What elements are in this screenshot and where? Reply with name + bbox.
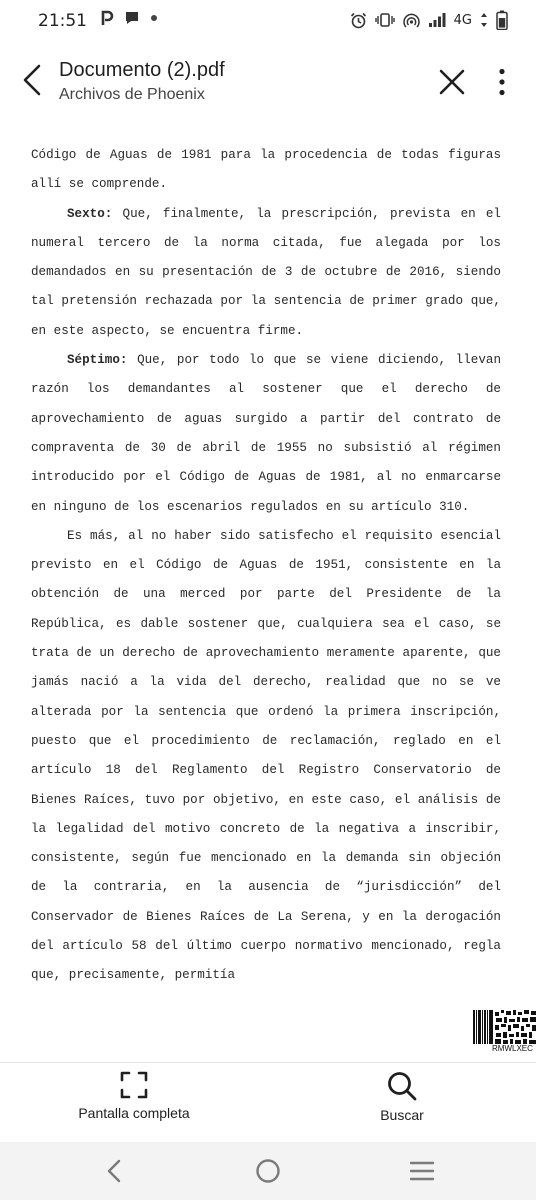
status-time: 21:51 (38, 11, 87, 31)
document-title: Documento (2).pdf (59, 59, 225, 81)
paragraph-heading: Séptimo: (67, 353, 128, 368)
arrow-back-icon (21, 64, 43, 96)
close-button[interactable] (432, 62, 472, 102)
notification-icons (100, 10, 158, 26)
vibrate-icon (375, 12, 395, 28)
nav-home-icon (255, 1158, 281, 1184)
nav-recents-icon (409, 1160, 435, 1182)
paragraph-text: Código de Aguas de 1981 para la procedencia de todas figuras allí se comprende. (31, 148, 501, 192)
pinterest-notification-icon (100, 10, 114, 26)
paragraph-heading: Sexto: (67, 206, 113, 221)
paragraph-text: Que, por todo lo que se viene diciendo, llevan razón los demandantes al sostener que el derecho de aprovechamiento de aguas surgido a partir del contrato de compraventa de 30 de abril de 1955 no subsistió al régimen introducido por el Código de Aguas de 1981, al no enmarcarse en ninguno de los escenarios regulados en su artículo 310. (31, 353, 501, 514)
document-paragraph (31, 522, 501, 991)
more-vert-icon (498, 68, 506, 96)
more-options-button[interactable] (490, 62, 514, 102)
system-nav-bar (0, 1142, 536, 1200)
hotspot-icon (403, 12, 420, 29)
data-arrows-icon (480, 12, 488, 28)
barcode-image (473, 1010, 536, 1044)
system-icons (350, 10, 508, 30)
barcode-code: RMWLXEC (492, 1044, 533, 1053)
nav-back-button[interactable] (94, 1154, 134, 1188)
fullscreen-button[interactable] (44, 1071, 224, 1137)
document-paragraph (31, 346, 501, 522)
app-bar (0, 44, 536, 118)
page-text (31, 141, 501, 991)
search-button[interactable] (312, 1071, 492, 1137)
bottom-toolbar (0, 1062, 536, 1142)
pdf-page[interactable] (0, 118, 536, 1062)
search-icon (387, 1071, 417, 1101)
network-type: 4G (453, 12, 472, 28)
search-label: Buscar (380, 1107, 424, 1123)
nav-recents-button[interactable] (402, 1154, 442, 1188)
nav-home-button[interactable] (248, 1154, 288, 1188)
fullscreen-icon (120, 1071, 148, 1099)
fullscreen-label: Pantalla completa (78, 1105, 190, 1121)
battery-icon (496, 10, 508, 30)
status-bar (0, 0, 536, 44)
paragraph-text: Que, finalmente, la prescripción, prevista en el numeral tercero de la norma citada, fue alegada por los demandados en su presentación de 3 de octubre de 2016, siendo tal pretensión rechazada por la sentencia de primer grado que, en este aspecto, se encuentra firme. (31, 206, 501, 338)
chat-notification-icon (124, 10, 140, 26)
paragraph-text: Es más, al no haber sido satisfecho el requisito esencial previsto en el Código de Aguas de 1951, consistente en la obtención de una merced por parte del Presidente de la República, es dable sostener que, cualquiera sea el caso, se trata de un derecho de aprovechamiento meramente aparente, que jamás nació a la vida del derecho, realidad que no se ve alterada por la sentencia que ordenó la primera inscripción, puesto que el procedimiento de reclamación, reglado en el artículo 18 del Reglamento del Registro Conservatorio de Bienes Raíces, tuvo por objetivo, en este caso, el análisis de la legalidad del motivo concreto de la negativa a inscribir, consistente, según fue mencionado en la demanda sin objeción de la contraria, en la ausencia de “jurisdicción” del Conservador de Bienes Raíces de La Serena, y en la derogación del artículo 58 del último cuerpo normativo mencionado, regla que, precisamente, permitía (31, 528, 501, 983)
dot-notification-icon (150, 14, 158, 22)
back-button[interactable] (12, 60, 52, 100)
document-paragraph (31, 141, 501, 200)
title-block (59, 58, 225, 106)
signal-icon (428, 12, 446, 28)
document-paragraph (31, 200, 501, 346)
alarm-icon (350, 12, 367, 29)
document-source: Archivos de Phoenix (59, 86, 205, 103)
nav-back-icon (106, 1159, 122, 1183)
close-icon (439, 69, 465, 95)
